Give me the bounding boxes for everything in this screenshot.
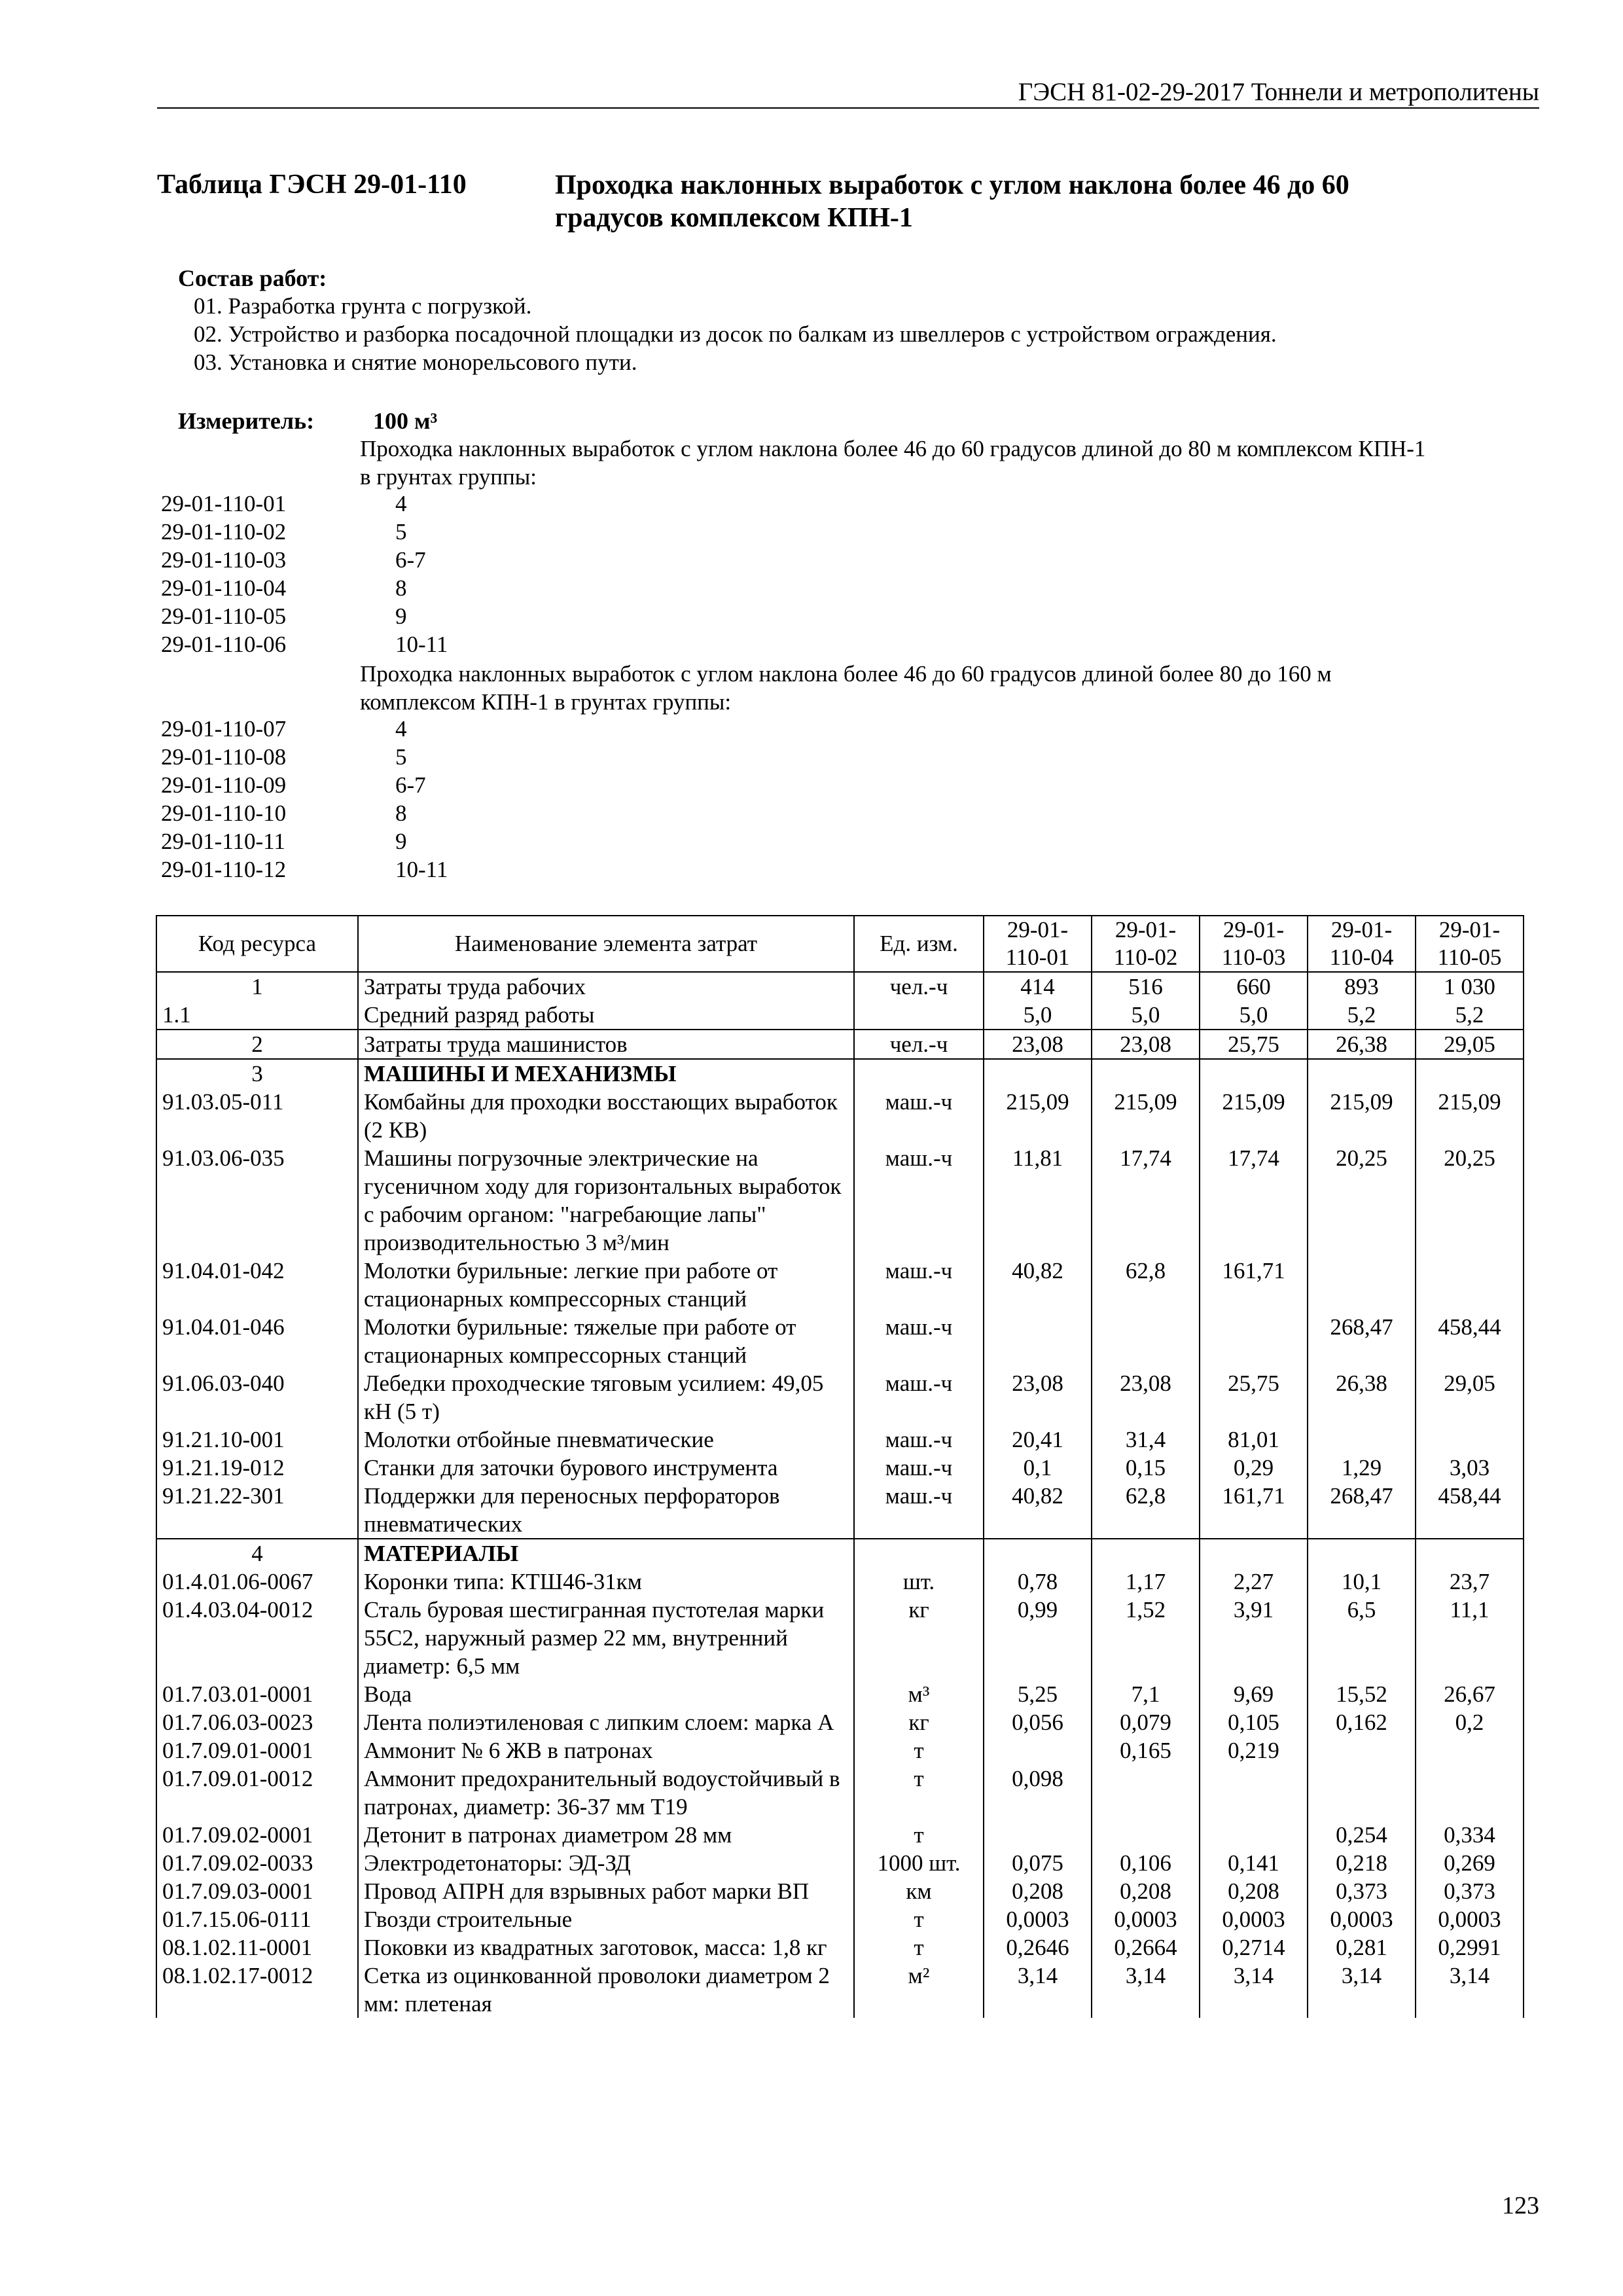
norm-value: 161,71 [1200,1482,1308,1539]
norm-value [1200,1059,1308,1088]
table-row [156,1962,1524,2018]
unit-of-measure: м³ [854,1680,984,1708]
table-row [156,1933,1524,1962]
norm-value: 5,0 [1092,1001,1200,1030]
norm-value [984,1736,1092,1765]
unit-of-measure: маш.-ч [854,1088,984,1144]
resource-code: 91.21.19-012 [156,1454,358,1482]
norm-value: 0,208 [1200,1877,1308,1905]
table-title-line-1: Проходка наклонных выработок с углом наклона более 46 до 60 [555,170,1349,200]
column-header-norm-04 [1308,916,1416,972]
unit-of-measure: т [854,1765,984,1821]
norm-value: 0,1 [984,1454,1092,1482]
table-row [156,1765,1524,1821]
norm-value: 3,03 [1416,1454,1524,1482]
norm-value: 215,09 [1200,1088,1308,1144]
table-row [156,1905,1524,1933]
cost-element-name: Аммонит № 6 ЖВ в патронах [358,1736,854,1765]
norm-value: 2,27 [1200,1568,1308,1596]
table-row [156,1877,1524,1905]
header-line: 29-01- [1330,917,1393,942]
works-heading: Состав работ: [178,265,327,291]
resource-code: 01.4.03.04-0012 [156,1596,358,1680]
norm-value: 5,0 [1200,1001,1308,1030]
resource-code: 01.7.09.03-0001 [156,1877,358,1905]
table-section-row [156,972,1524,1001]
norm-value: 215,09 [984,1088,1092,1144]
norm-value: 0,098 [984,1765,1092,1821]
unit-of-measure: маш.-ч [854,1369,984,1426]
norm-code: 29-01-110-05 [161,603,287,629]
norm-value [1092,1539,1200,1568]
cost-element-name: Детонит в патронах диаметром 28 мм [358,1821,854,1849]
norm-value [1416,1426,1524,1454]
norm-value: 0,208 [1092,1877,1200,1905]
work-item: 01. Разработка грунта с погрузкой. [194,293,532,319]
norm-value: 7,1 [1092,1680,1200,1708]
norm-value: 0,2646 [984,1933,1092,1962]
header-line: 110-03 [1221,944,1286,970]
norm-value: 0,056 [984,1708,1092,1736]
column-header-norm-05 [1416,916,1524,972]
resource-code: 01.7.03.01-0001 [156,1680,358,1708]
group1-description [360,435,1538,491]
cost-element-name: Коронки типа: КТШ46-31км [358,1568,854,1596]
norm-value: 268,47 [1308,1482,1416,1539]
cost-element-name: Средний разряд работы [358,1001,854,1030]
cost-element-name: Вода [358,1680,854,1708]
table-row [156,1369,1524,1426]
norm-value [1308,1736,1416,1765]
unit-of-measure [854,1059,984,1088]
norm-value: 0,2664 [1092,1933,1200,1962]
norm-value: 20,25 [1416,1144,1524,1257]
cost-element-name: Поковки из квадратных заготовок, масса: 1,8 кг [358,1933,854,1962]
norm-value: 40,82 [984,1482,1092,1539]
norm-value: 5,0 [984,1001,1092,1030]
norm-value: 25,75 [1200,1030,1308,1059]
norm-code: 29-01-110-10 [161,800,287,826]
resource-code: 91.21.10-001 [156,1426,358,1454]
table-body [156,972,1524,2018]
norm-value: 0,334 [1416,1821,1524,1849]
unit-of-measure: км [854,1877,984,1905]
norm-value: 23,7 [1416,1568,1524,1596]
norm-value: 62,8 [1092,1257,1200,1313]
table-header-row [156,916,1524,972]
header-line: 110-02 [1113,944,1178,970]
table-label: Таблица ГЭСН 29-01-110 [157,170,467,200]
unit-of-measure: маш.-ч [854,1257,984,1313]
cost-element-name: Машины погрузочные электрические на гусеничном ходу для горизонтальных выработок с рабочим органом: "нагребающие лапы" производительностью 3 м³/мин [358,1144,854,1257]
norm-value: 23,08 [1092,1030,1200,1059]
norm-value: 0,373 [1308,1877,1416,1905]
cost-element-name: Лебедки проходческие тяговым усилием: 49,05 кН (5 т) [358,1369,854,1426]
page-number: 123 [1502,2192,1539,2219]
table-title [555,169,1471,234]
resource-code: 91.04.01-042 [156,1257,358,1313]
norm-value [984,1821,1092,1849]
norm-value: 3,14 [984,1962,1092,2018]
norm-value: 0,0003 [984,1905,1092,1933]
norm-value: 161,71 [1200,1257,1308,1313]
norm-value: 0,0003 [1308,1905,1416,1933]
resource-code: 1 [156,972,358,1001]
norm-value: 0,269 [1416,1849,1524,1877]
resource-code: 01.7.09.01-0001 [156,1736,358,1765]
column-header-name: Наименование элемента затрат [358,916,854,972]
resource-code: 08.1.02.17-0012 [156,1962,358,2018]
norm-value: 31,4 [1092,1426,1200,1454]
norm-value [984,1059,1092,1088]
norm-value [1092,1821,1200,1849]
norm-value: 1,17 [1092,1568,1200,1596]
norm-value [1200,1765,1308,1821]
norm-value [1416,1059,1524,1088]
norm-value: 40,82 [984,1257,1092,1313]
norm-value: 17,74 [1092,1144,1200,1257]
cost-element-name: Аммонит предохранительный водоустойчивый в патронах, диаметр: 36-37 мм Т19 [358,1765,854,1821]
header-rule [157,107,1539,109]
norm-value: 3,14 [1308,1962,1416,2018]
cost-element-name: Комбайны для проходки восстающих выработок (2 КВ) [358,1088,854,1144]
norm-value: 0,141 [1200,1849,1308,1877]
header-line: 110-01 [1005,944,1070,970]
norm-value: 25,75 [1200,1369,1308,1426]
cost-element-name: МАТЕРИАЛЫ [358,1539,854,1568]
unit-of-measure: т [854,1821,984,1849]
table-row [156,1596,1524,1680]
table-title-line-2: градусов комплексом КПН-1 [555,203,913,233]
unit-of-measure: маш.-ч [854,1454,984,1482]
column-header-norm-02 [1092,916,1200,972]
unit-of-measure: чел.-ч [854,972,984,1001]
norm-value: 3,91 [1200,1596,1308,1680]
cost-element-name: Затраты труда машинистов [358,1030,854,1059]
resource-code: 3 [156,1059,358,1088]
column-header-code: Код ресурса [156,916,358,972]
group2-description-line: Проходка наклонных выработок с углом наклона более 46 до 60 градусов длиной более 80 до 160 м [360,661,1332,687]
soil-group: 9 [395,829,407,854]
table-row [156,1313,1524,1369]
norm-value: 0,2 [1416,1708,1524,1736]
norm-code: 29-01-110-08 [161,744,287,770]
norm-value [1308,1765,1416,1821]
norm-value: 20,25 [1308,1144,1416,1257]
norm-value: 268,47 [1308,1313,1416,1369]
resource-code: 01.7.09.01-0012 [156,1765,358,1821]
norm-value: 0,0003 [1092,1905,1200,1933]
norm-value: 23,08 [984,1369,1092,1426]
unit-of-measure: т [854,1933,984,1962]
norm-value: 3,14 [1416,1962,1524,2018]
norm-value: 414 [984,972,1092,1001]
norm-value: 0,29 [1200,1454,1308,1482]
norm-value: 5,2 [1416,1001,1524,1030]
soil-group: 8 [395,575,407,601]
soil-group: 6-7 [395,772,426,798]
norm-value: 26,38 [1308,1369,1416,1426]
norm-value: 0,0003 [1416,1905,1524,1933]
norm-value: 0,78 [984,1568,1092,1596]
table-section-row [156,1539,1524,1568]
table-row [156,1736,1524,1765]
header-line: 29-01- [1115,917,1177,942]
resource-code: 2 [156,1030,358,1059]
soil-group: 5 [395,519,407,545]
resource-code: 01.7.09.02-0033 [156,1849,358,1877]
norm-value [1416,1765,1524,1821]
soil-group: 4 [395,716,407,742]
header-line: 29-01- [1007,917,1069,942]
norm-code: 29-01-110-06 [161,632,287,657]
meter-unit: 100 м³ [373,408,438,434]
cost-element-name: Молотки бурильные: легкие при работе от стационарных компрессорных станций [358,1257,854,1313]
resource-code: 01.7.06.03-0023 [156,1708,358,1736]
norm-value: 458,44 [1416,1482,1524,1539]
norm-code: 29-01-110-09 [161,772,287,798]
norm-value: 0,0003 [1200,1905,1308,1933]
table-row [156,1257,1524,1313]
norm-code: 29-01-110-01 [161,491,287,516]
cost-element-name: Гвозди строительные [358,1905,854,1933]
norm-value: 9,69 [1200,1680,1308,1708]
resource-cost-table [156,915,1524,2018]
table-row [156,1708,1524,1736]
unit-of-measure: т [854,1905,984,1933]
norm-code: 29-01-110-07 [161,716,287,742]
table-row [156,1680,1524,1708]
norm-value: 3,14 [1200,1962,1308,2018]
soil-group: 5 [395,744,407,770]
soil-group: 10-11 [395,632,448,657]
norm-value [1200,1539,1308,1568]
table-section-row [156,1030,1524,1059]
column-header-norm-03 [1200,916,1308,972]
norm-value: 0,162 [1308,1708,1416,1736]
unit-of-measure: маш.-ч [854,1426,984,1454]
norm-value: 0,2714 [1200,1933,1308,1962]
unit-of-measure: маш.-ч [854,1144,984,1257]
norm-value: 0,281 [1308,1933,1416,1962]
work-item: 03. Установка и снятие монорельсового пути. [194,350,637,375]
resource-code: 01.7.15.06-0111 [156,1905,358,1933]
norm-code: 29-01-110-04 [161,575,287,601]
norm-value: 660 [1200,972,1308,1001]
norm-value: 0,219 [1200,1736,1308,1765]
cost-element-name: Электродетонаторы: ЭД-ЗД [358,1849,854,1877]
cost-element-name: Лента полиэтиленовая с липким слоем: марка А [358,1708,854,1736]
norm-value: 0,105 [1200,1708,1308,1736]
header-line: 110-04 [1329,944,1394,970]
resource-code: 91.06.03-040 [156,1369,358,1426]
resource-code: 01.7.09.02-0001 [156,1821,358,1849]
cost-element-name: Молотки отбойные пневматические [358,1426,854,1454]
norm-value [984,1313,1092,1369]
table-row [156,1426,1524,1454]
norm-value: 1,29 [1308,1454,1416,1482]
norm-code: 29-01-110-12 [161,857,287,882]
norm-value: 62,8 [1092,1482,1200,1539]
norm-value: 516 [1092,972,1200,1001]
norm-value: 11,1 [1416,1596,1524,1680]
unit-of-measure: кг [854,1596,984,1680]
table-row [156,1144,1524,1257]
header-line: 29-01- [1222,917,1285,942]
norm-value: 0,165 [1092,1736,1200,1765]
unit-of-measure: т [854,1736,984,1765]
norm-value: 215,09 [1416,1088,1524,1144]
norm-value [1200,1313,1308,1369]
group1-description-line: Проходка наклонных выработок с углом наклона более 46 до 60 градусов длиной до 80 м комплексом КПН-1 [360,436,1426,461]
norm-value: 3,14 [1092,1962,1200,2018]
table-row [156,1568,1524,1596]
norm-value: 26,67 [1416,1680,1524,1708]
soil-group: 9 [395,603,407,629]
norm-value [1092,1765,1200,1821]
norm-value: 23,08 [1092,1369,1200,1426]
unit-of-measure: кг [854,1708,984,1736]
norm-value: 29,05 [1416,1369,1524,1426]
norm-value: 0,106 [1092,1849,1200,1877]
unit-of-measure: м² [854,1962,984,2018]
resource-code: 91.03.06-035 [156,1144,358,1257]
norm-value: 215,09 [1308,1088,1416,1144]
norm-value [1308,1257,1416,1313]
norm-value: 0,208 [984,1877,1092,1905]
cost-element-name: МАШИНЫ И МЕХАНИЗМЫ [358,1059,854,1088]
norm-value: 6,5 [1308,1596,1416,1680]
meter-label: Измеритель: [178,408,315,434]
column-header-norm-01 [984,916,1092,972]
norm-value: 0,254 [1308,1821,1416,1849]
unit-of-measure [854,1539,984,1568]
unit-of-measure [854,1001,984,1030]
norm-value: 26,38 [1308,1030,1416,1059]
table-row [156,1001,1524,1030]
norm-value: 15,52 [1308,1680,1416,1708]
resource-code: 91.21.22-301 [156,1482,358,1539]
soil-group: 8 [395,800,407,826]
norm-value: 5,25 [984,1680,1092,1708]
norm-value: 0,075 [984,1849,1092,1877]
norm-value: 81,01 [1200,1426,1308,1454]
running-header: ГЭСН 81-02-29-2017 Тоннели и метрополитены [1018,78,1539,106]
cost-element-name: Молотки бурильные: тяжелые при работе от стационарных компрессорных станций [358,1313,854,1369]
norm-value: 458,44 [1416,1313,1524,1369]
norm-value [1200,1821,1308,1849]
soil-group: 10-11 [395,857,448,882]
norm-value [1308,1059,1416,1088]
resource-code: 91.03.05-011 [156,1088,358,1144]
norm-value [984,1539,1092,1568]
norm-value: 0,373 [1416,1877,1524,1905]
cost-element-name: Затраты труда рабочих [358,972,854,1001]
norm-value: 10,1 [1308,1568,1416,1596]
norm-code: 29-01-110-02 [161,519,287,545]
norm-value: 0,2991 [1416,1933,1524,1962]
header-line: 110-05 [1437,944,1502,970]
norm-value: 1,52 [1092,1596,1200,1680]
soil-group: 6-7 [395,547,426,573]
norm-value: 5,2 [1308,1001,1416,1030]
norm-value: 893 [1308,972,1416,1001]
norm-value: 0,218 [1308,1849,1416,1877]
norm-value [1416,1257,1524,1313]
header-line: 29-01- [1438,917,1501,942]
norm-value [1092,1313,1200,1369]
norm-value: 20,41 [984,1426,1092,1454]
resource-code: 1.1 [156,1001,358,1030]
norm-value: 11,81 [984,1144,1092,1257]
group2-description [360,660,1538,716]
unit-of-measure: маш.-ч [854,1482,984,1539]
work-item: 02. Устройство и разборка посадочной площадки из досок по балкам из швеллеров с устройством ограждения. [194,321,1277,347]
cost-element-name: Провод АПРН для взрывных работ марки ВП [358,1877,854,1905]
cost-element-name: Станки для заточки бурового инструмента [358,1454,854,1482]
table-row [156,1482,1524,1539]
column-header-unit: Ед. изм. [854,916,984,972]
norm-value: 0,15 [1092,1454,1200,1482]
table-row [156,1849,1524,1877]
unit-of-measure: шт. [854,1568,984,1596]
norm-value: 17,74 [1200,1144,1308,1257]
table-section-row [156,1059,1524,1088]
soil-group: 4 [395,491,407,516]
table-row [156,1454,1524,1482]
resource-code: 4 [156,1539,358,1568]
resource-code: 01.4.01.06-0067 [156,1568,358,1596]
norm-value: 0,99 [984,1596,1092,1680]
norm-code: 29-01-110-03 [161,547,287,573]
norm-value [1416,1539,1524,1568]
unit-of-measure: 1000 шт. [854,1849,984,1877]
cost-element-name: Сталь буровая шестигранная пустотелая марки 55С2, наружный размер 22 мм, внутренний диаметр: 6,5 мм [358,1596,854,1680]
norm-value: 215,09 [1092,1088,1200,1144]
cost-element-name: Поддержки для переносных перфораторов пневматических [358,1482,854,1539]
norm-value [1308,1426,1416,1454]
group1-description-line: в грунтах группы: [360,464,537,490]
resource-code: 08.1.02.11-0001 [156,1933,358,1962]
norm-value [1416,1736,1524,1765]
table-row [156,1088,1524,1144]
unit-of-measure: чел.-ч [854,1030,984,1059]
norm-code: 29-01-110-11 [161,829,285,854]
group2-description-line: комплексом КПН-1 в грунтах группы: [360,689,732,715]
norm-value: 1 030 [1416,972,1524,1001]
unit-of-measure: маш.-ч [854,1313,984,1369]
norm-value [1308,1539,1416,1568]
norm-value: 29,05 [1416,1030,1524,1059]
norm-value: 0,079 [1092,1708,1200,1736]
table-row [156,1821,1524,1849]
resource-code: 91.04.01-046 [156,1313,358,1369]
cost-element-name: Сетка из оцинкованной проволоки диаметром 2 мм: плетеная [358,1962,854,2018]
norm-value: 23,08 [984,1030,1092,1059]
norm-value [1092,1059,1200,1088]
